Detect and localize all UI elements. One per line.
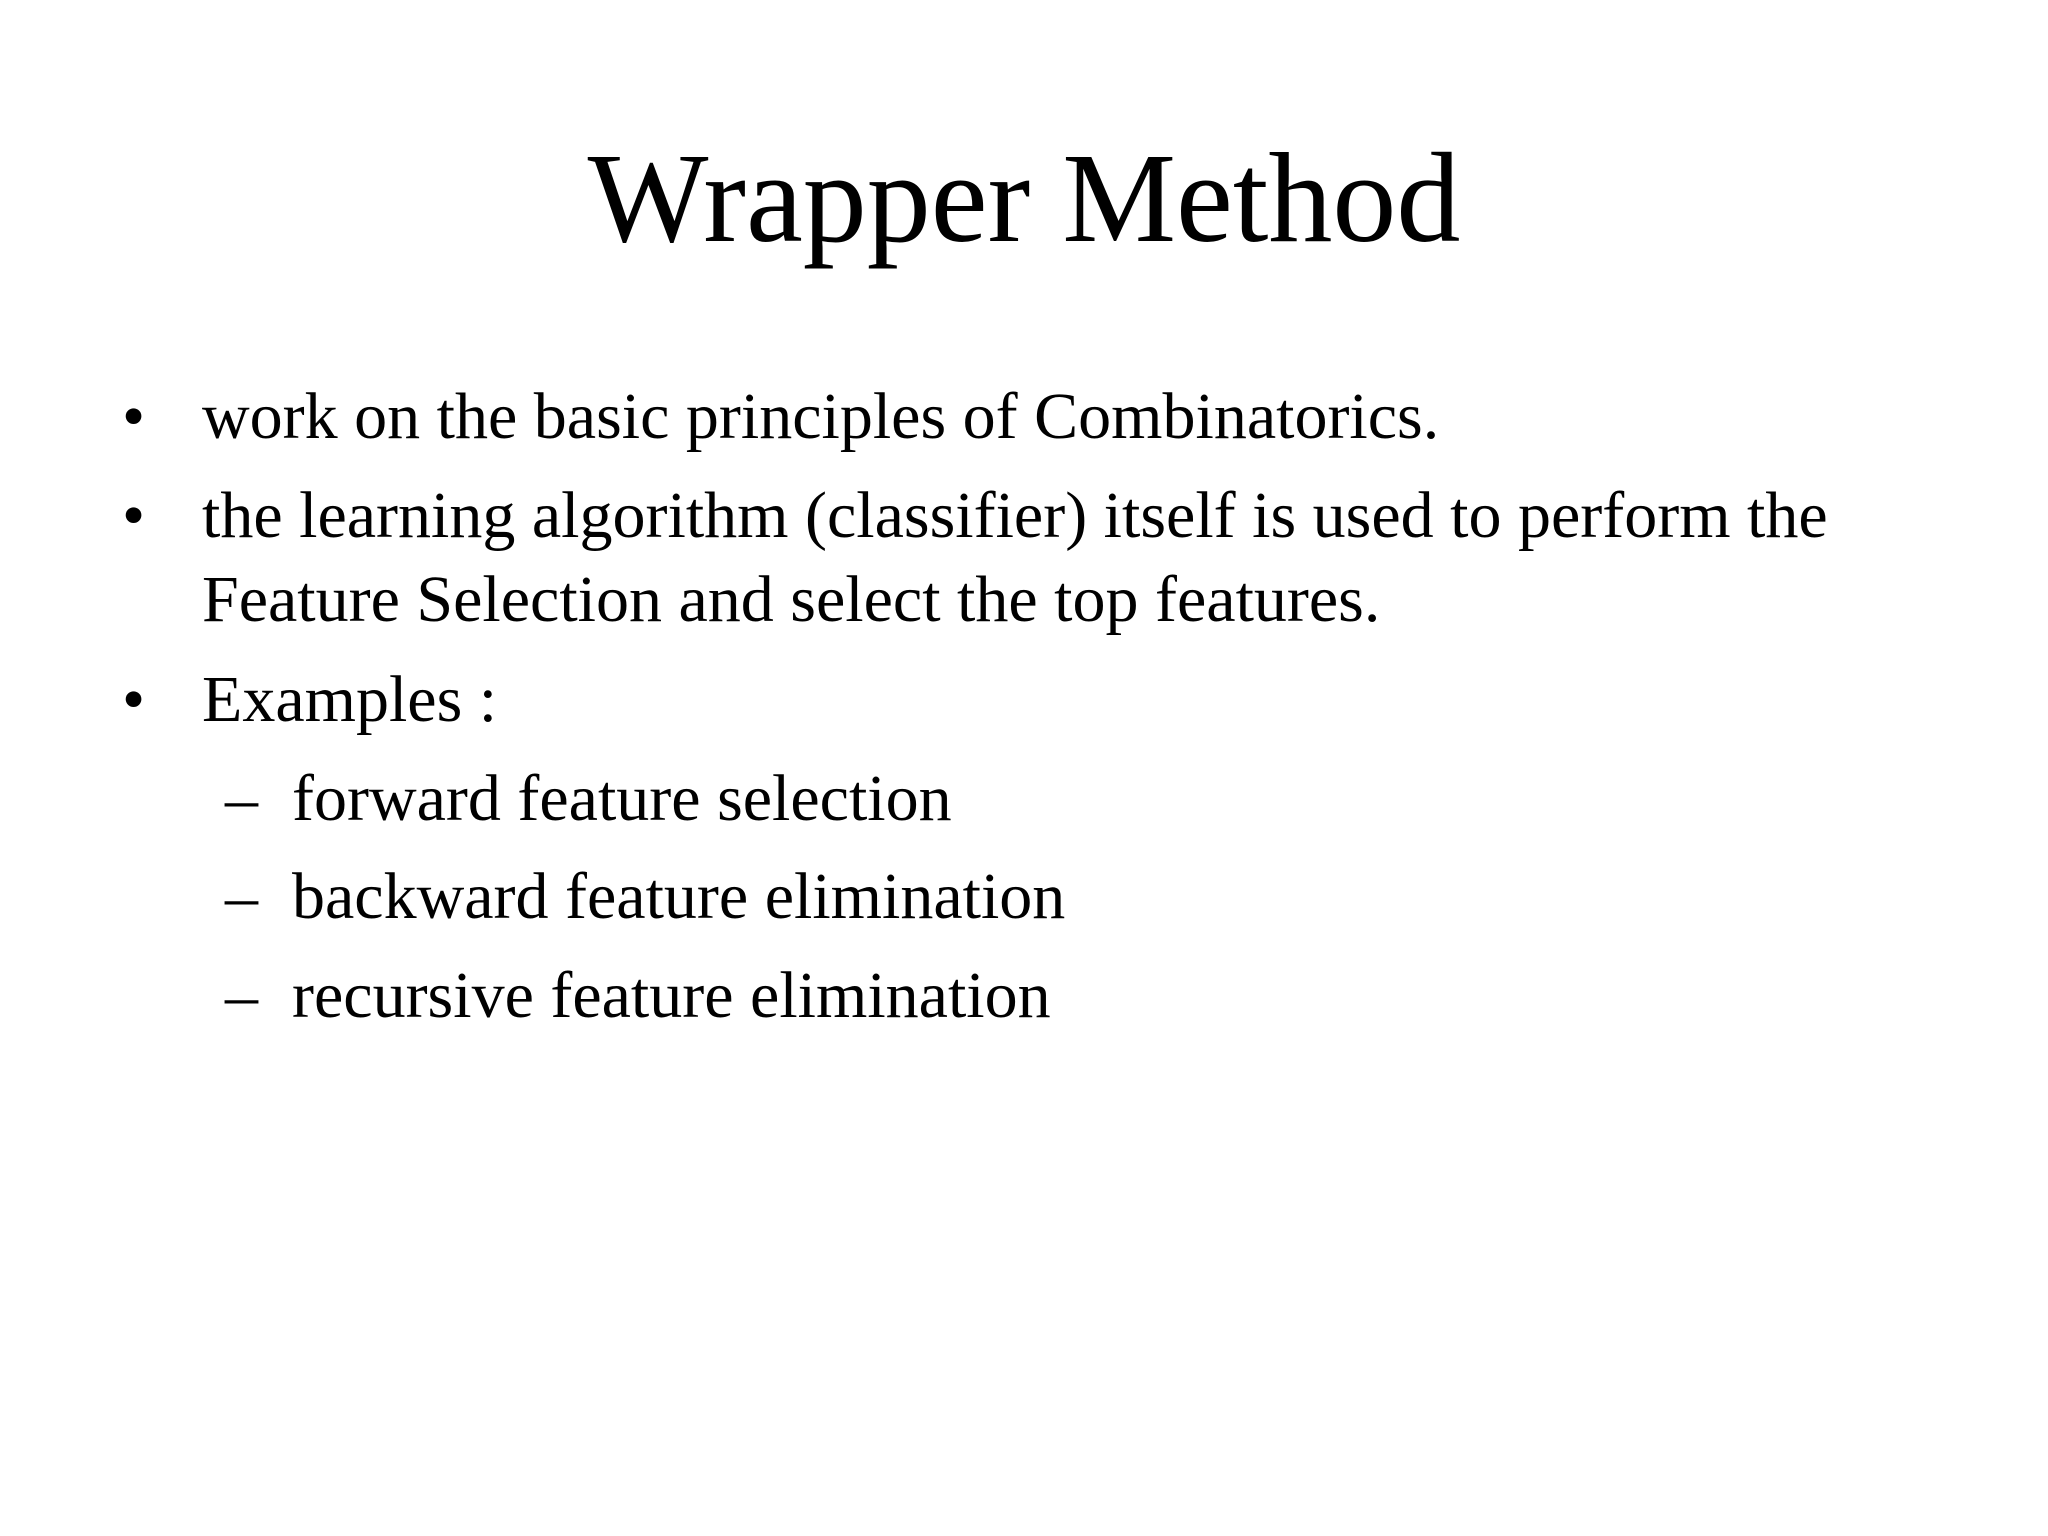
sub-bullet-marker: – <box>225 959 258 1032</box>
bullet-text: Examples : <box>202 663 498 736</box>
sub-bullet-text: recursive feature elimination <box>292 959 1051 1032</box>
bullet-item <box>202 474 1962 642</box>
slide-title: Wrapper Method <box>587 127 1461 269</box>
bullet-marker: • <box>122 479 146 552</box>
bullet-marker: • <box>122 663 146 736</box>
sub-bullet-marker: – <box>225 762 258 835</box>
bullet-marker: • <box>122 380 146 453</box>
bullet-text: work on the basic principles of Combinatorics. <box>202 380 1440 453</box>
sub-bullet-text: backward feature elimination <box>292 860 1066 933</box>
sub-bullet-marker: – <box>225 860 258 933</box>
sub-bullet-text: forward feature selection <box>292 762 952 835</box>
bullet-text: the learning algorithm (classifier) itself is used to perform the Feature Selection and select the top features. <box>202 479 1828 636</box>
